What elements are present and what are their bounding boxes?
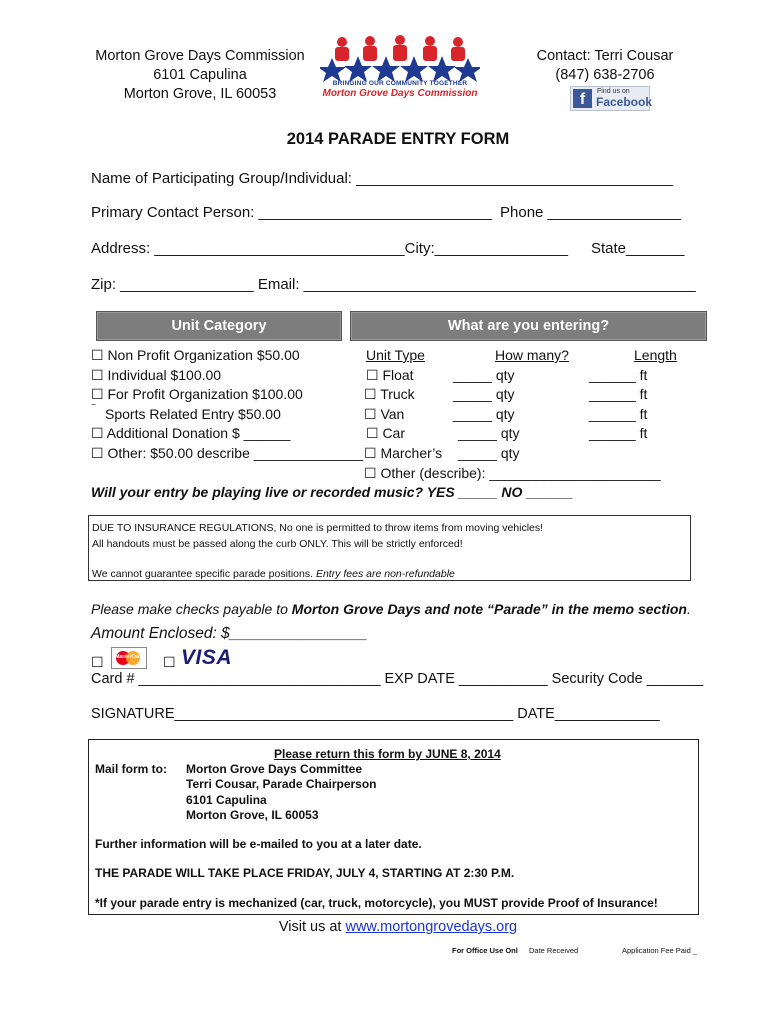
mail-addr-3: 6101 Capulina: [186, 793, 267, 807]
state-field[interactable]: State_______: [591, 240, 685, 257]
visa-icon: VISA: [181, 646, 233, 669]
col-length: Length: [634, 347, 677, 363]
mastercard-icon: [111, 647, 147, 669]
org-name: Morton Grove Days Commission: [95, 48, 305, 64]
notice-nonrefundable: Entry fees are non-refundable: [315, 568, 455, 580]
col-how-many: How many?: [495, 347, 569, 363]
category-other[interactable]: ☐ Other: $50.00 describe ______________: [91, 445, 363, 461]
primary-contact-field[interactable]: Primary Contact Person: ____________________________: [91, 204, 493, 221]
logo: [320, 34, 480, 104]
org-address-block: [80, 47, 320, 104]
type-car[interactable]: ☐ Car: [366, 425, 405, 441]
mail-addr-1: Morton Grove Days Committee: [186, 762, 363, 776]
mastercard-label: MasterCard: [115, 654, 143, 660]
qty-marchers[interactable]: _____ qty: [458, 445, 520, 461]
mastercard-checkbox[interactable]: ☐: [91, 654, 104, 670]
facebook-icon: f: [573, 89, 592, 108]
what-entering-header: What are you entering?: [350, 311, 707, 341]
qty-car[interactable]: _____ qty: [458, 425, 520, 441]
category-forprofit[interactable]: ☐ For Profit Organization $100.00: [91, 386, 303, 402]
signature-field[interactable]: SIGNATURE__________________________________________ DATE_____________: [91, 706, 660, 722]
amount-enclosed-field[interactable]: Amount Enclosed: $________________: [91, 625, 368, 642]
app-fee-label: Application Fee Paid _: [622, 946, 698, 955]
unit-category-header: Unit Category: [96, 311, 342, 341]
col-unit-type: Unit Type: [366, 347, 425, 363]
category-sports-mark: ‾: [92, 404, 96, 415]
logo-tagline: BRINGING OUR COMMUNITY TOGETHER: [332, 80, 468, 87]
music-question[interactable]: Will your entry be playing live or recorded music? YES _____ NO ______: [91, 484, 574, 500]
phone-field[interactable]: Phone ________________: [500, 204, 682, 221]
form-title: 2014 PARADE ENTRY FORM: [286, 130, 510, 148]
notice-line-2: All handouts must be passed along the curb ONLY. This will be strictly enforced!: [92, 538, 463, 550]
category-nonprofit[interactable]: ☐ Non Profit Organization $50.00: [91, 347, 300, 363]
office-use-label: For Office Use Onl: [452, 946, 518, 955]
website-link[interactable]: www.mortongrovedays.org: [345, 919, 518, 935]
len-van[interactable]: ______ ft: [589, 406, 648, 422]
mail-addr-2: Terri Cousar, Parade Chairperson: [186, 777, 377, 791]
mail-instructions-box: [88, 739, 699, 915]
len-float[interactable]: ______ ft: [589, 367, 648, 383]
category-sports[interactable]: Sports Related Entry $50.00: [105, 406, 281, 422]
visit-line: [0, 919, 770, 935]
card-info-field[interactable]: Card # ______________________________ EXP DATE ___________ Security Code _______: [91, 671, 704, 687]
type-truck[interactable]: ☐ Truck: [364, 386, 415, 402]
type-marchers[interactable]: ☐ Marcher’s: [364, 445, 443, 461]
participant-name-field[interactable]: Name of Participating Group/Individual: ______________________________________: [91, 170, 674, 187]
len-car[interactable]: ______ ft: [589, 425, 648, 441]
facebook-text: Facebook: [596, 95, 653, 109]
visit-prefix: Visit us at: [278, 919, 346, 935]
contact-name: Contact: Terri Cousar: [536, 48, 674, 64]
qty-van[interactable]: _____ qty: [453, 406, 515, 422]
address-city-field[interactable]: Address: ______________________________City:________________: [91, 240, 569, 257]
parade-date: THE PARADE WILL TAKE PLACE FRIDAY, JULY 4, STARTING AT 2:30 P.M.: [95, 866, 515, 880]
notice-positions: We cannot guarantee specific parade positions.: [92, 568, 314, 580]
category-individual[interactable]: ☐ Individual $100.00: [91, 367, 222, 383]
return-deadline: Please return this form by JUNE 8, 2014: [274, 747, 501, 761]
visa-checkbox[interactable]: ☐: [163, 654, 176, 670]
org-city: Morton Grove, IL 60053: [123, 86, 277, 102]
logo-name: Morton Grove Days Commission: [322, 88, 478, 99]
org-street: 6101 Capulina: [153, 67, 247, 83]
insurance-requirement: *If your parade entry is mechanized (car, truck, motorcycle), you MUST provide Proof of Insurance!: [95, 896, 658, 910]
checks-payee: Morton Grove Days and note “Parade” in the memo section: [291, 601, 687, 617]
checks-suffix: .: [686, 601, 691, 617]
checks-payable-line: [91, 601, 691, 617]
insurance-notice-box: [88, 515, 691, 581]
notice-line-3: [92, 566, 686, 582]
further-info: Further information will be e-mailed to you at a later date.: [95, 837, 422, 851]
facebook-small-text: Find us on: [597, 88, 630, 95]
mail-addr-4: Morton Grove, IL 60053: [186, 808, 319, 822]
type-float[interactable]: ☐ Float: [366, 367, 414, 383]
facebook-badge[interactable]: [570, 86, 653, 111]
checks-prefix: Please make checks payable to: [91, 601, 292, 617]
mail-to-label: Mail form to:: [95, 762, 167, 776]
notice-line-1: DUE TO INSURANCE REGULATIONS, No one is permitted to throw items from moving vehicles!: [92, 522, 544, 534]
zip-email-field[interactable]: Zip: ________________ Email: _______________________________________________: [91, 276, 696, 293]
category-donation[interactable]: ☐ Additional Donation $ ______: [91, 425, 291, 441]
type-other[interactable]: ☐ Other (describe): ______________________: [364, 465, 661, 481]
contact-block: [515, 47, 695, 85]
qty-truck[interactable]: _____ qty: [453, 386, 515, 402]
type-van[interactable]: ☐ Van: [364, 406, 405, 422]
len-truck[interactable]: ______ ft: [589, 386, 648, 402]
qty-float[interactable]: _____ qty: [453, 367, 515, 383]
date-received-label: Date Received: [529, 946, 579, 955]
contact-phone: (847) 638-2706: [555, 67, 655, 83]
